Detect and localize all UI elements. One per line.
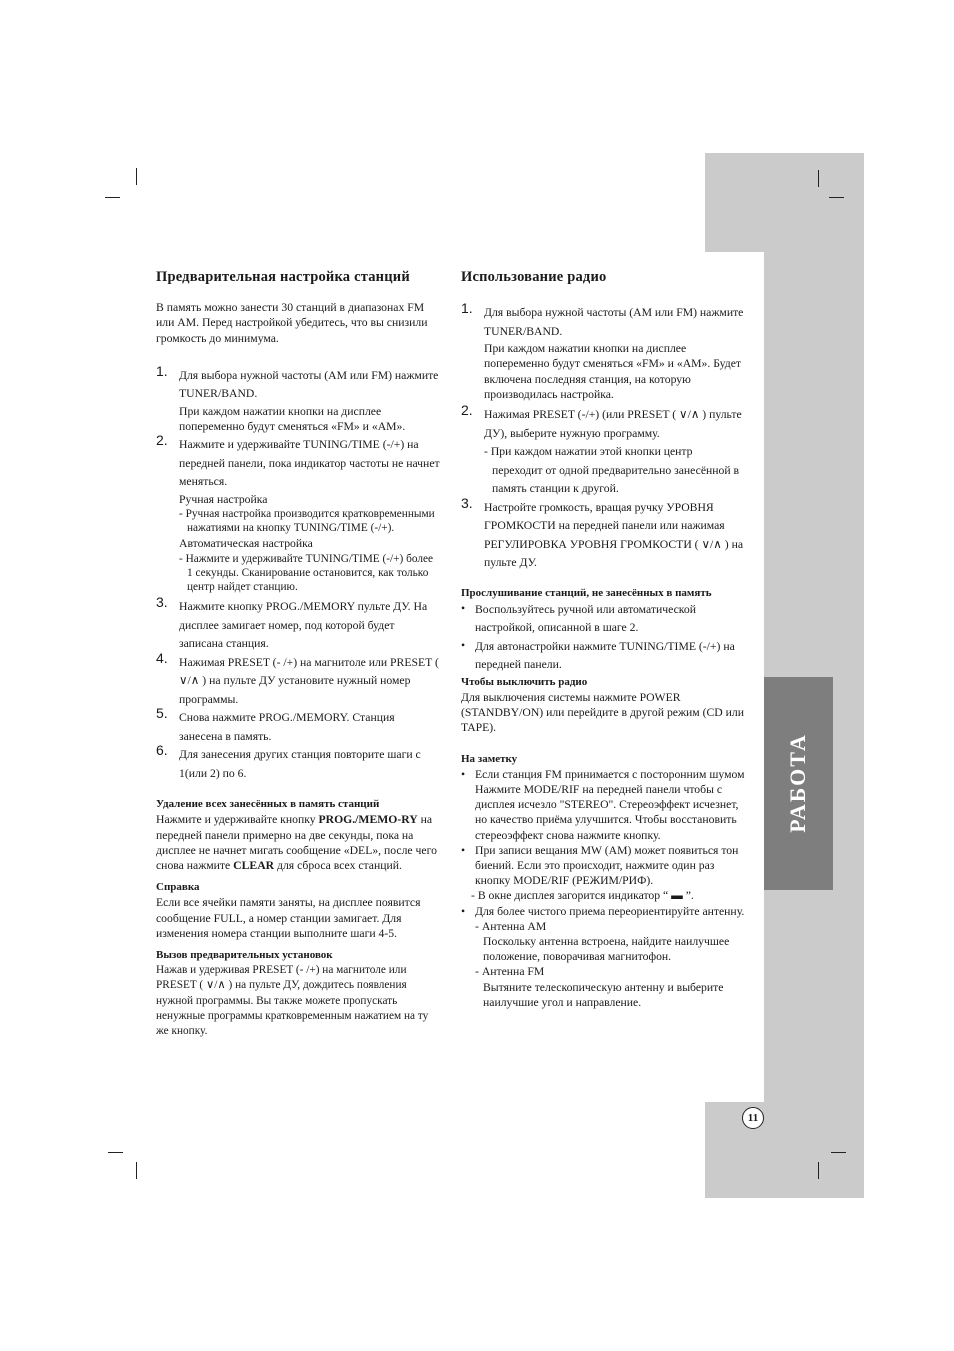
step-3 (156, 594, 440, 654)
note-heading: На заметку (461, 752, 518, 765)
crop-mark (105, 197, 120, 198)
section-title: Предварительная настройка станций (156, 269, 410, 285)
step-text: Нажмите и удерживайте TUNING/TIME (-/+) на передней панели, пока индикатор частоты не начнет меняться. (179, 438, 440, 489)
section-tab-label: РАБОТА (785, 733, 810, 833)
radio-off-text: Для выключения системы нажмите POWER (STANDBY/ON) или перейдите в другой режим (CD или TAPE). (461, 690, 745, 735)
step-5 (156, 705, 440, 746)
am-antenna-heading: - Антенна AM (475, 919, 547, 933)
step-4 (156, 649, 440, 710)
crop-mark (818, 170, 819, 187)
crop-mark (136, 1162, 137, 1179)
left-column (156, 270, 440, 1039)
crop-mark (108, 1152, 123, 1153)
list-item-text: Для более чистого приема переориентируйте антенну. (475, 904, 745, 918)
step-2 (156, 432, 440, 594)
side-panel-bottom (705, 1102, 864, 1198)
bullet-mark: • (461, 601, 466, 615)
step-number: 6. (156, 742, 168, 759)
list-item (461, 601, 745, 638)
listen-heading: Прослушивание станций, не занесённых в память (461, 586, 712, 599)
delete-text-part: для сброса всех станций. (277, 858, 402, 872)
step-number: 2. (461, 402, 473, 419)
step-text: Нажмите кнопку PROG./MEMORY пульте ДУ. На дисплее замигает номер, под которой будет записана станция. (179, 600, 428, 651)
fm-antenna-heading: - Антенна FM (475, 965, 545, 979)
list-item-text: Для автонастройки нажмите TUNING/TIME (-/+) на передней панели. (475, 639, 735, 672)
step-text: Для выбора нужной частоты (AM или FM) нажмите TUNER/BAND. (179, 368, 439, 401)
auto-tuning-label: Автоматическая настройка (179, 537, 313, 551)
crop-mark (818, 1162, 819, 1179)
delete-text-part: на передней панели примерно на две секунды, пока на дисплее не начнет мигать сообщение «DEL», после чего снова нажмите (156, 813, 437, 872)
bullet-mark: • (461, 904, 466, 918)
step-number: 5. (156, 705, 168, 722)
step-text: Для выбора нужной частоты (AM или FM) нажмите TUNER/BAND. (484, 306, 744, 338)
step-text: Нажимая PRESET (- /+) на магнитоле или PRESET ( ∨/∧ ) на пульте ДУ установите нужный номер программы. (179, 655, 439, 706)
step-text: Снова нажмите PROG./MEMORY. Станция занесена в память. (179, 711, 395, 743)
page-number: 11 (742, 1107, 764, 1129)
recall-text: Нажав и удерживая PRESET (- /+) на магнитоле или PRESET ( ∨/∧ ) на пульте ДУ, дождитесь появления нужной программы. Вы также можете пропускать ненужные программы кратковременным нажатием на ту же кнопку. (156, 964, 429, 1037)
reference-text: Если все ячейки памяти заняты, на дисплее появится сообщение FULL, а номер станции замигает. Для изменения номера станции выполните шаги 4-5. (156, 896, 421, 940)
step-note: При каждом нажатии кнопки на дисплее попеременно будут сменяться «FM» и «AM». Будет включена последняя станция, на которую производилась настройка. (484, 342, 741, 401)
list-item-text: Нажмите MODE/RIF на передней панели чтобы с дисплея исчезло "STEREO". Стереоэффект исчезнет, но качество приёма улучшится. Чтобы восстановить стереоэффект снова нажмите кнопку. (475, 782, 739, 842)
recall-heading: Вызов предварительных установок (156, 948, 333, 961)
step-number: 3. (461, 494, 473, 511)
step-note: - При каждом нажатии этой кнопки центр переходит от одной предварительно занесённой в память станции к другой. (484, 445, 740, 496)
list-item (461, 843, 745, 889)
auto-tuning-text: - Нажмите и удерживайте TUNING/TIME (-/+) более 1 секунды. Сканирование остановится, как только центр найдет станцию. (179, 552, 434, 593)
step-number: 1. (461, 300, 473, 317)
delete-text-part: Нажмите и удерживайте кнопку (156, 813, 316, 827)
clear-key: CLEAR (233, 858, 275, 872)
list-item (461, 767, 745, 843)
list-item-text: Если станция FM принимается с посторонним шумом (475, 767, 745, 781)
crop-mark (136, 168, 137, 185)
reference-heading: Справка (156, 881, 200, 894)
step-6 (156, 742, 440, 783)
manual-tuning-label: Ручная настройка (179, 492, 268, 506)
right-column (461, 270, 745, 1010)
step-number: 4. (156, 649, 168, 666)
bullet-mark: • (461, 767, 466, 781)
am-antenna-text: Поскольку антенна встроена, найдите наилучшее положение, поворачивая магнитофон. (483, 934, 730, 964)
step-number: 3. (156, 594, 168, 611)
prog-memory-key: PROG./MEMO-RY (318, 813, 418, 827)
step-text: Настройте громкость, вращая ручку УРОВНЯ ГРОМКОСТИ на передней панели или нажимая РЕГУЛИРОВКА УРОВНЯ ГРОМКОСТИ ( ∨/∧ ) на пульте ДУ. (484, 500, 744, 570)
manual-tuning-text: - Ручная настройка производится кратковременными нажатиями на кнопку TUNING/TIME (-/+). (179, 507, 435, 535)
step-number: 2. (156, 432, 168, 449)
step-note: При каждом нажатии кнопки на дисплее попеременно будут сменяться «FM» и «AM». (179, 404, 406, 434)
delete-all-heading: Удаление всех занесённых в память станций (156, 798, 380, 811)
intro-text: В память можно занести 30 станций в диапазонах FM или AM. Перед настройкой убедитесь, что вы снизили громкость до минимума. (156, 301, 428, 345)
step-1 (461, 300, 745, 402)
step-text: Для занесения других станция повторите шаги с 1(или 2) по 6. (179, 748, 421, 780)
radio-off-heading: Чтобы выключить радио (461, 675, 588, 688)
crop-mark (831, 1152, 846, 1153)
fm-antenna-text: Вытяните телескопическую антенну и выберите наилучшие угол и направление. (483, 980, 724, 1009)
step-2 (461, 402, 745, 499)
bullet-mark: • (461, 843, 466, 857)
delete-all-text (156, 812, 440, 873)
indicator-note: - В окне дисплея загорится индикатор “ ▬ ”. (471, 889, 694, 903)
list-item (461, 638, 745, 675)
step-1 (156, 362, 440, 434)
list-item-text: Воспользуйтесь ручной или автоматической настройкой, описанной в шаге 2. (475, 602, 696, 635)
bullet-mark: • (461, 638, 466, 652)
step-number: 1. (156, 362, 168, 379)
step-text: Нажимая PRESET (-/+) (или PRESET ( ∨/∧ ) пульте ДУ), выберите нужную программу. (484, 408, 742, 440)
crop-mark (829, 197, 844, 198)
list-item (461, 904, 745, 1010)
list-item-text: При записи вещания MW (AM) может появиться тон биений. Если это происходит, нажмите один раз кнопку MODE/RIF (РЕЖИМ/РИФ). (475, 843, 739, 888)
side-panel-top (705, 153, 864, 252)
step-3 (461, 494, 745, 573)
section-title: Использование радио (461, 269, 607, 285)
